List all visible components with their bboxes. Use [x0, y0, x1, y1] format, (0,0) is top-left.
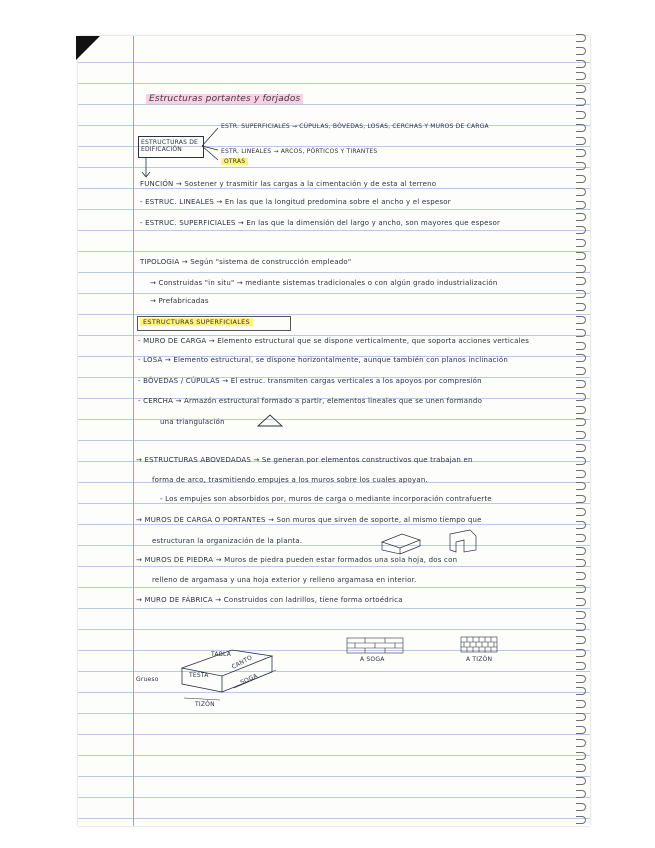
spiral-ring	[576, 687, 586, 695]
spiral-ring	[576, 572, 586, 580]
wall-sketch-icon	[380, 528, 490, 554]
page-title: Estructuras portantes y forjados	[146, 94, 303, 104]
muros-carga-line-1: → MUROS DE CARGA O PORTANTES → Son muros que sirven de soporte, al mismo tiempo que	[136, 516, 482, 524]
spiral-ring	[576, 72, 586, 80]
def-muro-carga: - MURO DE CARGA → Elemento estructural que se dispone verticalmente, que soporta acciones verticales	[138, 337, 530, 345]
spiral-ring	[576, 713, 586, 721]
spiral-ring	[576, 342, 586, 350]
down-arrow-icon	[140, 158, 152, 180]
def-cercha-cont: una triangulación	[160, 418, 225, 426]
triangle-icon	[256, 414, 284, 428]
spiral-ring	[576, 226, 586, 234]
tipologia-line: TIPOLOGÍA → Según "sistema de construcción empleado"	[140, 258, 352, 266]
bond-label-tizon: A TIZÓN	[466, 656, 493, 663]
spiral-ring	[576, 124, 586, 132]
spiral-ring	[576, 265, 586, 273]
spiral-ring	[576, 470, 586, 478]
spiral-ring	[576, 380, 586, 388]
spiral-ring	[576, 547, 586, 555]
brick-label-soga: SOGA	[239, 672, 259, 687]
spiral-ring	[576, 662, 586, 670]
spiral-ring	[576, 393, 586, 401]
def-bovedas: - BÓVEDAS / CÚPULAS → El estruc. transmiten cargas verticales a los apoyos por compresión	[138, 377, 482, 385]
brick-label-tabla: TABLA	[211, 651, 232, 658]
spiral-ring	[576, 559, 586, 567]
brick-label-canto: CANTO	[230, 654, 254, 671]
spiral-ring	[576, 290, 586, 298]
spiral-ring	[576, 418, 586, 426]
def-cercha: - CERCHA → Armazón estructural formado a partir, elementos lineales que se unen formando	[138, 397, 483, 405]
brick-diagram	[172, 636, 312, 706]
spiral-ring	[576, 803, 586, 811]
class-superficiales: ESTR. SUPERFICIALES → CÚPULAS, BÓVEDAS, LOSAS, CERCHAS Y MUROS DE CARGA	[221, 123, 489, 130]
spiral-ring	[576, 85, 586, 93]
spiral-ring	[576, 700, 586, 708]
spiral-ring	[576, 98, 586, 106]
spiral-ring	[576, 726, 586, 734]
muros-carga-line-2: estructuran la organización de la planta.	[152, 537, 303, 545]
spiral-ring	[576, 482, 586, 490]
spiral-ring	[576, 508, 586, 516]
spiral-ring	[576, 149, 586, 157]
funcion-line: FUNCIÓN → Sostener y trasmitir las cargas a la cimentación y de esta al terreno	[140, 180, 437, 188]
brick-label-tizon: TIZÓN	[195, 701, 215, 708]
muros-piedra-line-1: → MUROS DE PIEDRA → Muros de piedra pueden estar formados una sola hoja, dos con	[136, 556, 458, 564]
spiral-ring	[576, 277, 586, 285]
class-lineales: ESTR. LINEALES → ARCOS, PÓRTICOS Y TIRANTES	[221, 148, 378, 155]
spiral-ring	[576, 534, 586, 542]
bond-soga-diagram	[345, 637, 405, 655]
spiral-ring	[576, 457, 586, 465]
tipologia-item-prefabricadas: → Prefabricadas	[150, 297, 209, 305]
spiral-ring	[576, 47, 586, 55]
spiral-ring	[576, 495, 586, 503]
spiral-ring	[576, 623, 586, 631]
spiral-ring	[576, 431, 586, 439]
spiral-ring	[576, 764, 586, 772]
abovedadas-line-2: forma de arco, trasmitiendo empujes a los muros sobre los cuales apoyan.	[152, 476, 428, 484]
estruc-superficiales-line: - ESTRUC. SUPERFICIALES → En las que la dimensión del largo y ancho, son mayores que espesor	[140, 219, 501, 227]
spiral-ring	[576, 816, 586, 824]
spiral-ring	[576, 777, 586, 785]
spiral-ring	[576, 60, 586, 68]
def-losa: - LOSA → Elemento estructural, se dispone horizontalmente, aunque también con planos inclinación	[138, 356, 508, 364]
spiral-ring	[576, 252, 586, 260]
spiral-ring	[576, 34, 586, 42]
muros-piedra-line-2: relleno de argamasa y una hoja exterior y relleno argamasa en interior.	[152, 576, 417, 584]
spiral-ring	[576, 354, 586, 362]
spiral-ring	[576, 444, 586, 452]
spiral-ring	[576, 162, 586, 170]
spiral-ring	[576, 611, 586, 619]
spiral-ring	[576, 201, 586, 209]
abovedadas-line-3: - Los empujes son absorbidos por, muros de carga o mediante incorporación contrafuerte	[160, 495, 492, 503]
bond-label-soga: A SOGA	[360, 656, 385, 663]
spiral-ring	[576, 790, 586, 798]
spiral-ring	[576, 213, 586, 221]
spiral-ring	[576, 598, 586, 606]
abovedadas-line-1: → ESTRUCTURAS ABOVEDADAS → Se generan por elementos constructivos que trabajan en	[136, 456, 473, 464]
spiral-ring	[576, 585, 586, 593]
muro-fabrica-line: → MURO DE FÁBRICA → Construidos con ladrillos, tiene forma ortoédrica	[136, 596, 403, 604]
spiral-ring	[576, 175, 586, 183]
spiral-ring	[576, 137, 586, 145]
spiral-ring	[576, 329, 586, 337]
tipologia-item-in-situ: → Construidas "in situ" → mediante sistemas tradicionales o con algún grado industrialización	[150, 279, 498, 287]
class-otras: OTRAS	[221, 158, 248, 165]
spiral-binding	[576, 34, 590, 824]
section-heading: ESTRUCTURAS SUPERFICIALES	[140, 318, 253, 326]
spiral-ring	[576, 188, 586, 196]
estruc-lineales-line: - ESTRUC. LINEALES → En las que la longitud predomina sobre el ancho y el espesor	[140, 198, 451, 206]
spiral-ring	[576, 406, 586, 414]
spiral-ring	[576, 675, 586, 683]
spiral-ring	[576, 239, 586, 247]
spiral-ring	[576, 316, 586, 324]
classification-box-label: ESTRUCTURAS DE EDIFICACIÓN	[141, 139, 199, 153]
brick-label-testa: TESTA	[189, 672, 209, 679]
spiral-ring	[576, 752, 586, 760]
spiral-ring	[576, 636, 586, 644]
spiral-ring	[576, 111, 586, 119]
brick-label-grueso: Grueso	[136, 676, 159, 683]
bond-tizon-diagram	[460, 636, 500, 654]
spiral-ring	[576, 739, 586, 747]
margin-line	[133, 36, 134, 826]
spiral-ring	[576, 521, 586, 529]
spiral-ring	[576, 303, 586, 311]
spiral-ring	[576, 367, 586, 375]
spiral-ring	[576, 649, 586, 657]
page-corner-shadow	[76, 36, 100, 60]
